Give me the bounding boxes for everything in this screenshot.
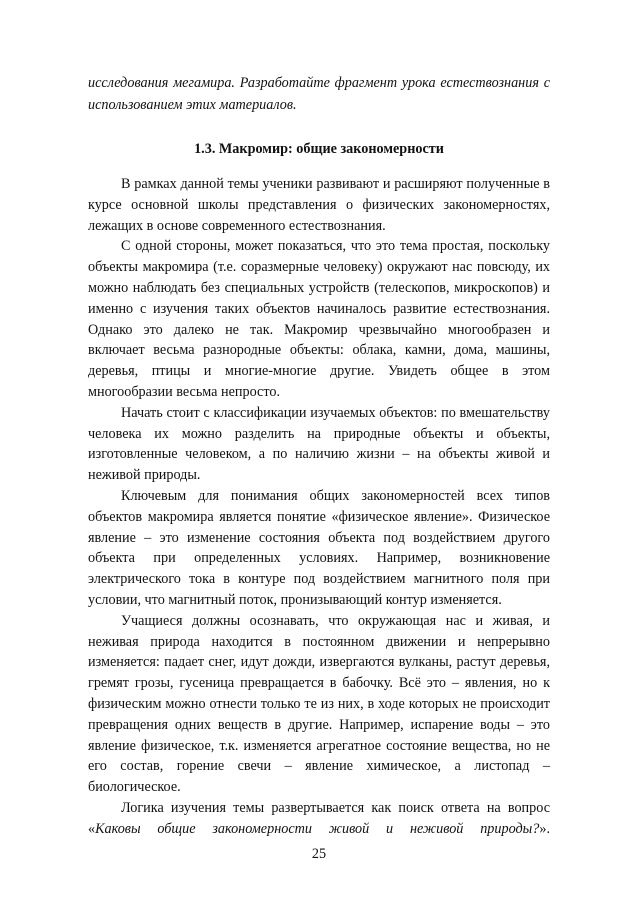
paragraph: Учащиеся должны осознавать, что окружающая нас и живая, и неживая природа находится в постоянном движении и непрерывно изменяется: падает снег, идут дожди, извергаются вулканы, растут деревья, гремят грозы, гусеница превращается в бабочку. Всё это – явления, но к физическим можно отнести только те из них, в ходе которых не происходит превращения одних веществ в другие. Например, испарение воды – это явление физическое, т.к. изменяется агрегатное состояние вещества, но не его состав, горение свечи – явление химическое, а листопад – биологическое. xyxy=(88,612,550,796)
paragraph: Ключевым для понимания общих закономерностей всех типов объектов макромира является понятие «физическое явление». Физическое явление – это изменение состояния объекта под воздействием другого объекта при определенных условиях. Например, возникновение электрического тока в контуре под воздействием магнитного поля при условии, что магнитный поток, пронизывающий контур изменяется. xyxy=(88,487,550,608)
paragraph: Начать стоит с классификации изучаемых объектов: по вмешательству человека их можно разделить на природные объекты и объекты, изготовленные человеком, а по наличию жизни – на объекты живой и неживой природы. xyxy=(88,404,550,484)
intro-text: исследования мегамира. Разработайте фрагмент урока естествознания с использованием этих материалов. xyxy=(88,75,550,113)
section-body xyxy=(88,174,550,840)
paragraph: С одной стороны, может показаться, что это тема простая, поскольку объекты макромира (т.е. соразмерные человеку) окружают нас повсюду, их можно наблюдать без специальных устройств (телескопов, микроскопов) и именно с изучения таких объектов начиналось развитие естествознания. Однако это далеко не так. Макромир чрезвычайно многообразен и включает весьма разнородные объекты: облака, камни, дома, машины, деревья, птицы и многие-многие другие. Увидеть общее в этом многообразии весьма непросто. xyxy=(88,238,550,400)
paragraph: В рамках данной темы ученики развивают и расширяют полученные в курсе основной школы представления о физических закономерностях, лежащих в основе современного естествознания. xyxy=(88,176,550,234)
key-question: Каковы общие закономерности живой и неживой природы? xyxy=(95,820,540,837)
paragraph-last xyxy=(88,798,550,840)
paragraph-lead: Логика изучения темы развертывается как поиск ответа на вопрос « xyxy=(88,799,550,837)
page-number: 25 xyxy=(311,846,327,862)
paragraph-tail: ». xyxy=(539,820,550,837)
page-content xyxy=(88,73,550,840)
section-heading: 1.3. Макромир: общие закономерности xyxy=(194,141,444,157)
